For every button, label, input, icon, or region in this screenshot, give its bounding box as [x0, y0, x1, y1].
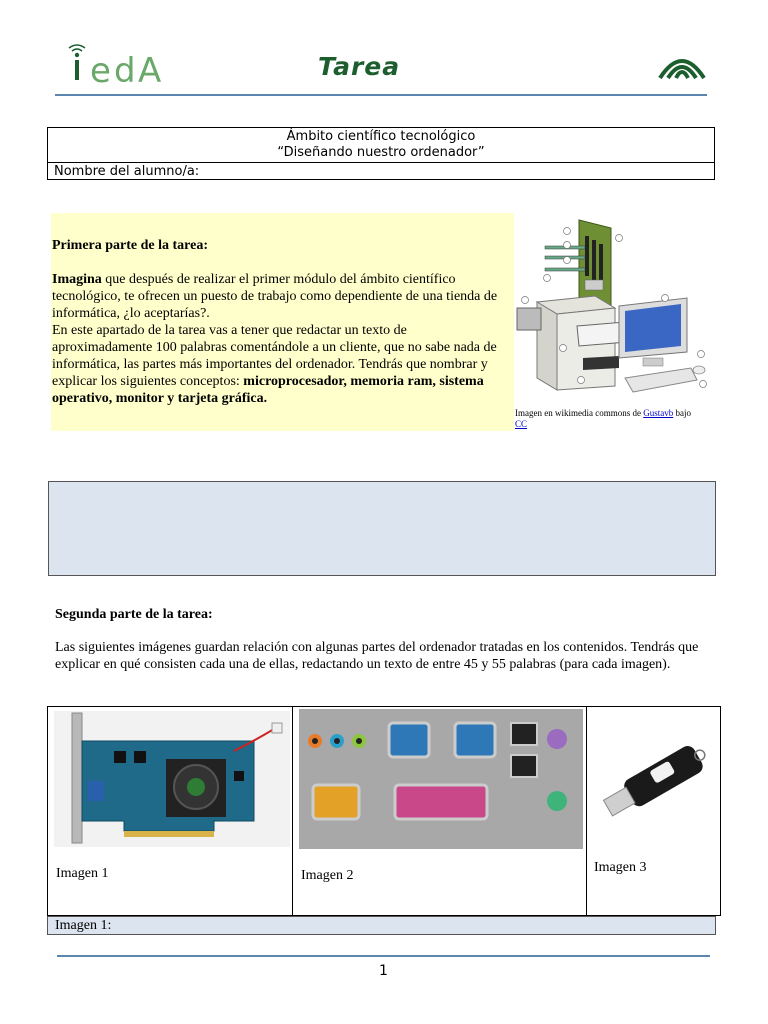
image-caption: [515, 408, 720, 430]
svg-text:e: e: [90, 51, 111, 88]
image-1-answer-row[interactable]: [47, 916, 716, 935]
caption-mid: bajo: [675, 408, 691, 418]
junta-logo: [656, 50, 708, 80]
image-table: [47, 706, 721, 916]
footer-divider: [57, 955, 710, 957]
task-name-line: “Diseñando nuestro ordenador”: [277, 145, 485, 160]
image-cell-2: [293, 707, 587, 915]
part1-paragraph-2: [52, 322, 507, 407]
part2-instructions: Las siguientes imágenes guardan relación con algunas partes del ordenador tratadas en los contenidos. Tendrás que explicar en qué consisten cada una de ellas, redactando un texto de entre 45 y 55 palabras (para cada imagen).: [55, 640, 699, 672]
graphics-card-image: [54, 711, 290, 847]
subject-title-cell: [48, 128, 714, 163]
part1-paragraph-1: [52, 271, 507, 322]
imagina-bold: Imagina: [52, 272, 102, 287]
part1-answer-field[interactable]: [48, 481, 716, 576]
image-cell-1: [48, 707, 293, 915]
part1-p1-text: que después de realizar el primer módulo del ámbito científico tecnológico, te ofrecen un puesto de trabajo como dependiente de una tienda de informática, ¿lo aceptarías?.: [52, 272, 498, 321]
svg-text:d: d: [114, 51, 136, 88]
concepts-list: microprocesador, memoria ram, sistema operativo, monitor y tarjeta gráfica.: [52, 374, 484, 406]
caption-prefix: Imagen en wikimedia commons de: [515, 408, 641, 418]
page-title: Tarea: [318, 52, 401, 81]
ieda-logo: [66, 40, 170, 88]
image-2-label: Imagen 2: [301, 868, 354, 883]
info-table: [47, 127, 715, 180]
student-name-label: Nombre del alumno/a:: [54, 164, 200, 179]
image-1-answer-label: Imagen 1:: [55, 918, 112, 933]
computer-ports-image: [299, 709, 583, 849]
page-number: 1: [379, 963, 388, 979]
usb-stick-image: [595, 729, 719, 833]
author-link[interactable]: Gustavb: [643, 408, 674, 418]
svg-text:A: A: [138, 51, 162, 88]
subject-line: Ámbito científico tecnológico: [286, 129, 476, 144]
part1-content: [52, 237, 507, 407]
part2-heading: Segunda parte de la tarea:: [55, 607, 213, 622]
image-1-label: Imagen 1: [56, 866, 109, 881]
part1-p2-text: En este apartado de la tarea vas a tener que redactar un texto de aproximadamente 100 palabras comentándole a un cliente, que no sabe nada de informática, las partes más importantes del ordenador. Tendrás que nombrar y explicar los siguientes conceptos:: [52, 323, 497, 389]
license-link[interactable]: CC: [515, 419, 528, 429]
image-cell-3: [587, 707, 720, 915]
image-3-label: Imagen 3: [594, 860, 647, 875]
computer-parts-illustration: [515, 218, 718, 406]
part1-heading: Primera parte de la tarea:: [52, 238, 209, 253]
header-divider: [55, 94, 707, 96]
